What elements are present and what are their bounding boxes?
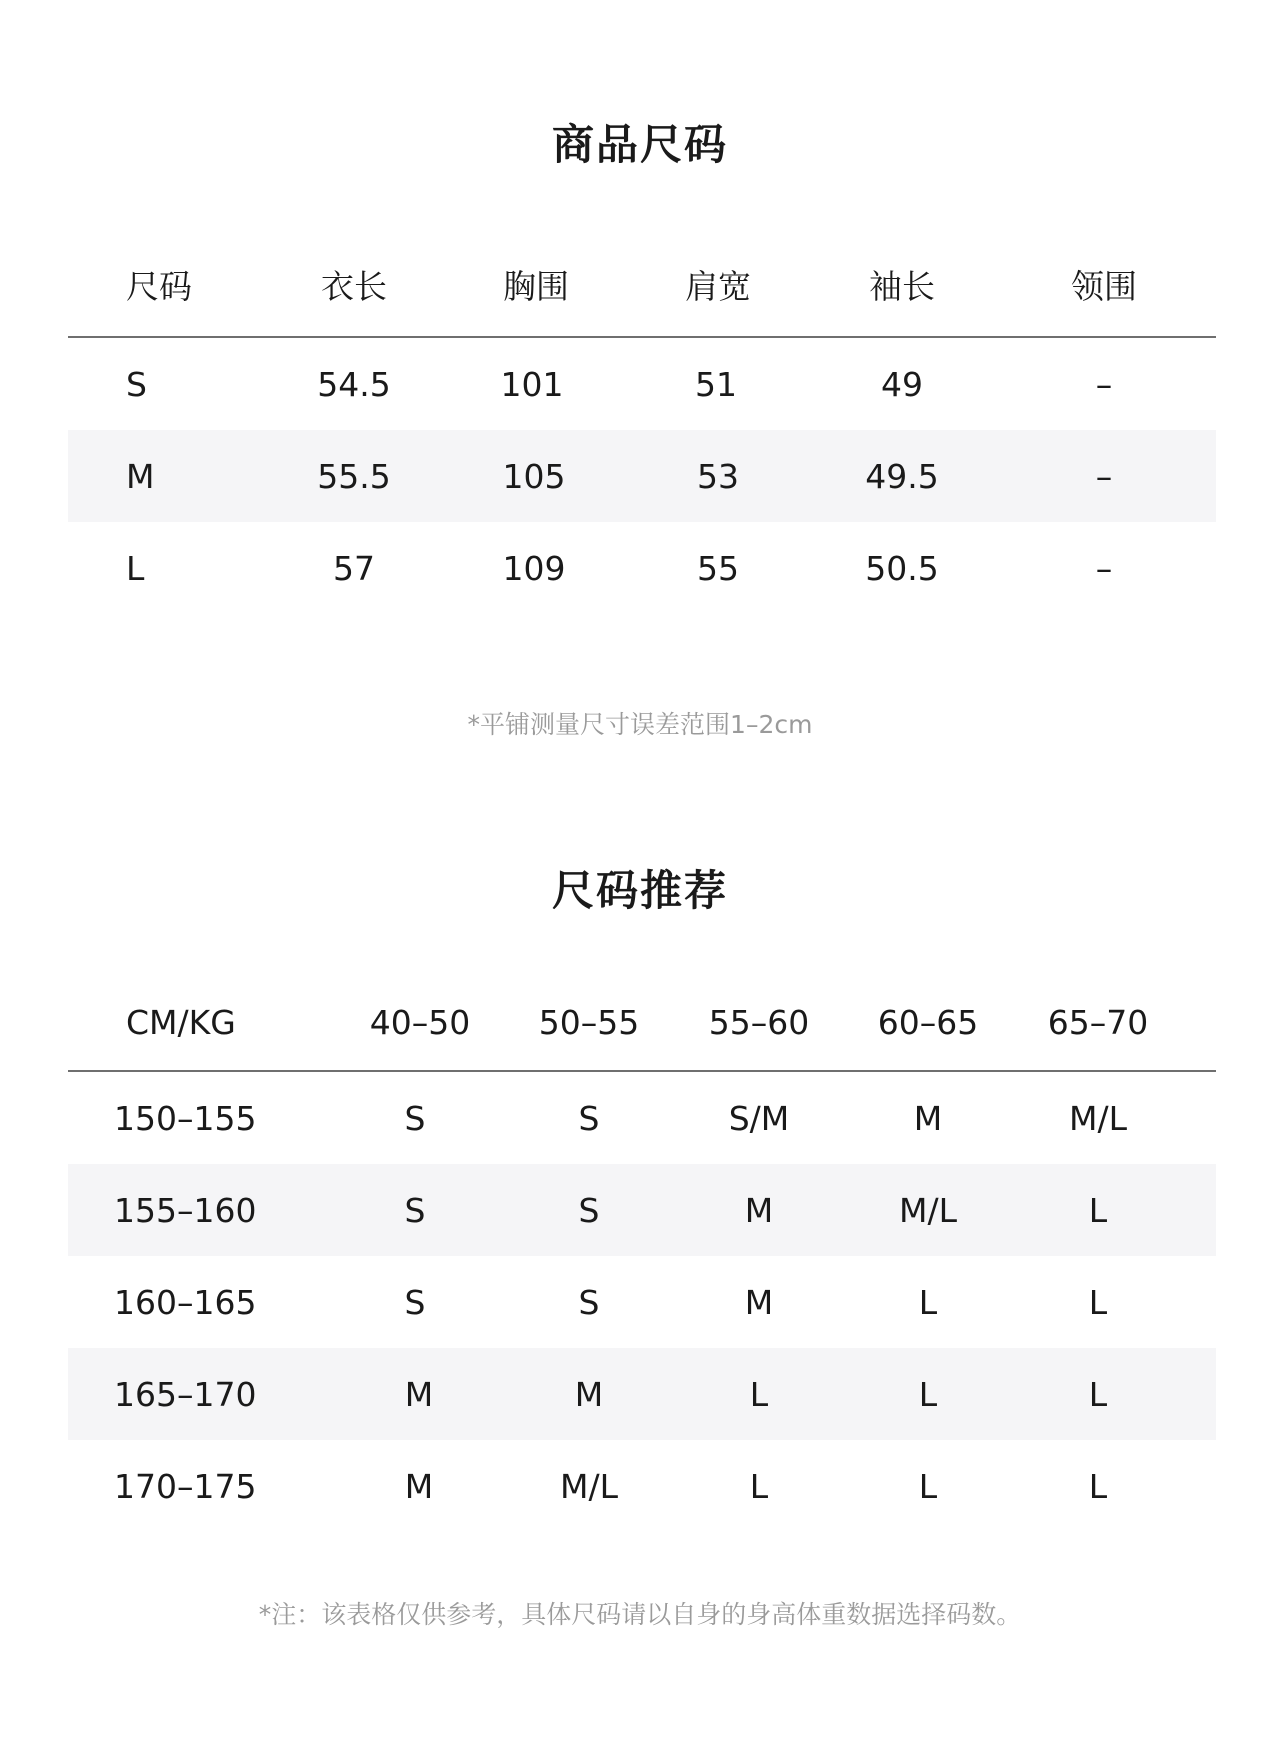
size-cell: M bbox=[126, 456, 155, 496]
table-row bbox=[68, 1348, 1216, 1440]
sleeve-cell: 49 bbox=[881, 364, 923, 404]
height-cell: 170–175 bbox=[114, 1466, 257, 1506]
header-weight-50-55: 50–55 bbox=[538, 1003, 640, 1042]
header-weight-65-70: 65–70 bbox=[1047, 1003, 1149, 1042]
height-cell: 160–165 bbox=[114, 1282, 257, 1322]
recommend-cell: L bbox=[918, 1466, 938, 1506]
size-cell: S bbox=[126, 364, 147, 404]
size-recommend-title: 尺码推荐 bbox=[551, 866, 728, 915]
collar-cell: – bbox=[1095, 456, 1113, 496]
recommend-note: *注：该表格仅供参考，具体尺码请以自身的身高体重数据选择码数。 bbox=[258, 1600, 1022, 1629]
recommend-cell: M/L bbox=[899, 1190, 957, 1230]
collar-cell: – bbox=[1095, 548, 1113, 588]
recommend-cell: M bbox=[574, 1374, 604, 1414]
chest-cell: 105 bbox=[502, 456, 566, 496]
table-row bbox=[68, 1440, 1216, 1532]
chest-cell: 109 bbox=[502, 548, 566, 588]
header-sleeve: 袖长 bbox=[869, 267, 935, 306]
recommend-cell: S/M bbox=[728, 1098, 790, 1138]
table-row bbox=[68, 430, 1216, 522]
recommend-cell: S bbox=[578, 1190, 600, 1230]
recommend-header-row bbox=[68, 962, 1216, 1072]
length-cell: 54.5 bbox=[317, 364, 391, 404]
recommend-cell: M bbox=[744, 1190, 774, 1230]
length-cell: 57 bbox=[333, 548, 375, 588]
length-cell: 55.5 bbox=[317, 456, 391, 496]
recommend-cell: M/L bbox=[1069, 1098, 1127, 1138]
height-cell: 155–160 bbox=[114, 1190, 257, 1230]
table-row bbox=[68, 1164, 1216, 1256]
header-size: 尺码 bbox=[126, 267, 192, 306]
height-cell: 150–155 bbox=[114, 1098, 257, 1138]
recommend-cell: M bbox=[913, 1098, 943, 1138]
recommend-cell: S bbox=[404, 1282, 426, 1322]
header-weight-40-50: 40–50 bbox=[369, 1003, 471, 1042]
sleeve-cell: 49.5 bbox=[865, 456, 939, 496]
recommend-cell: L bbox=[1088, 1282, 1108, 1322]
header-weight-55-60: 55–60 bbox=[708, 1003, 810, 1042]
size-chart-header-row bbox=[68, 228, 1216, 338]
recommend-cell: M bbox=[404, 1466, 434, 1506]
size-chart-table bbox=[68, 228, 1216, 614]
header-length: 衣长 bbox=[321, 267, 387, 306]
measurement-note: *平铺测量尺寸误差范围1–2cm bbox=[467, 710, 813, 739]
shoulder-cell: 55 bbox=[697, 548, 739, 588]
recommend-cell: L bbox=[918, 1282, 938, 1322]
recommend-cell: L bbox=[918, 1374, 938, 1414]
table-row bbox=[68, 1072, 1216, 1164]
header-collar: 领围 bbox=[1071, 267, 1137, 306]
recommend-cell: M bbox=[404, 1374, 434, 1414]
recommend-cell: L bbox=[749, 1374, 769, 1414]
height-cell: 165–170 bbox=[114, 1374, 257, 1414]
size-recommend-table bbox=[68, 962, 1216, 1532]
size-cell: L bbox=[126, 548, 145, 588]
header-shoulder: 肩宽 bbox=[685, 267, 751, 306]
table-row bbox=[68, 522, 1216, 614]
header-weight-60-65: 60–65 bbox=[877, 1003, 979, 1042]
shoulder-cell: 53 bbox=[697, 456, 739, 496]
recommend-cell: L bbox=[1088, 1374, 1108, 1414]
recommend-cell: M/L bbox=[560, 1466, 618, 1506]
recommend-cell: S bbox=[578, 1098, 600, 1138]
recommend-cell: L bbox=[1088, 1466, 1108, 1506]
size-chart-title: 商品尺码 bbox=[551, 120, 728, 169]
table-row bbox=[68, 338, 1216, 430]
header-cm-kg: CM/KG bbox=[126, 1003, 236, 1042]
recommend-cell: L bbox=[749, 1466, 769, 1506]
recommend-cell: M bbox=[744, 1282, 774, 1322]
recommend-cell: S bbox=[404, 1190, 426, 1230]
recommend-cell: L bbox=[1088, 1190, 1108, 1230]
recommend-cell: S bbox=[578, 1282, 600, 1322]
sleeve-cell: 50.5 bbox=[865, 548, 939, 588]
shoulder-cell: 51 bbox=[695, 364, 737, 404]
header-chest: 胸围 bbox=[503, 267, 569, 306]
collar-cell: – bbox=[1095, 364, 1113, 404]
chest-cell: 101 bbox=[500, 364, 564, 404]
table-row bbox=[68, 1256, 1216, 1348]
recommend-cell: S bbox=[404, 1098, 426, 1138]
